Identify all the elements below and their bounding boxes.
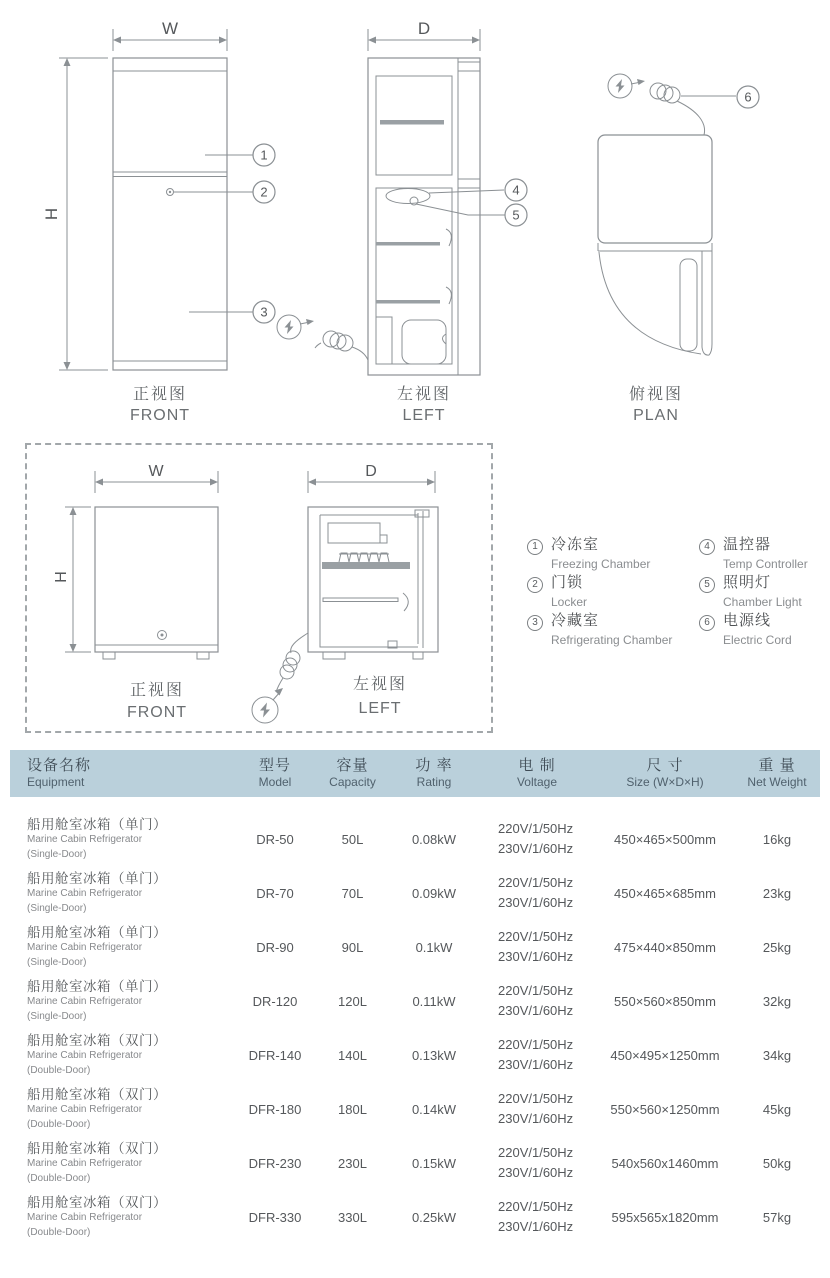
equipment-name-cn: 船用舱室冰箱（单门） <box>27 979 167 995</box>
left-view-label-en: LEFT <box>358 700 402 717</box>
front-view-label-en: FRONT <box>126 704 188 721</box>
legend-item <box>527 613 699 651</box>
equipment-name-cn: 船用舱室冰箱（双门） <box>27 1195 167 1211</box>
legend-label-cn: 温控器 <box>723 536 772 553</box>
equipment-name-en: Marine Cabin Refrigerator <box>27 833 143 845</box>
legend-label-cn: 门锁 <box>551 574 584 591</box>
equipment-name-en: Marine Cabin Refrigerator <box>27 1049 143 1061</box>
voltage-line1: 220V/1/50Hz <box>498 820 574 836</box>
equipment-name-en: Marine Cabin Refrigerator <box>27 1211 143 1223</box>
cell-rating: 0.11kW <box>412 993 456 1009</box>
legend-text <box>723 575 802 609</box>
voltage-line1: 220V/1/50Hz <box>498 1036 574 1052</box>
equipment-door-type: (Double-Door) <box>27 1227 91 1239</box>
left-view-label-cn: 左视图 <box>352 676 408 693</box>
equipment-name-cn: 船用舱室冰箱（双门） <box>27 1087 167 1103</box>
equipment-name-cn: 船用舱室冰箱（单门） <box>27 925 167 941</box>
ice-tray <box>339 553 389 562</box>
voltage-line1: 220V/1/50Hz <box>498 1090 574 1106</box>
voltage-line2: 230V/1/60Hz <box>498 841 574 856</box>
front-view-label-cn: 正视图 <box>132 386 188 403</box>
cell-equipment <box>10 1087 235 1131</box>
header-size <box>596 756 734 791</box>
door-lock <box>158 631 167 640</box>
cell-voltage <box>478 1197 596 1237</box>
equipment-name-en: Marine Cabin Refrigerator <box>27 941 143 953</box>
header-voltage-en: Voltage <box>516 775 558 790</box>
voltage-line2: 230V/1/60Hz <box>498 895 574 910</box>
double-door-drawings <box>0 0 830 435</box>
header-model-en: Model <box>258 775 292 790</box>
header-model-cn: 型号 <box>258 756 291 774</box>
cell-size: 450×495×1250mm <box>610 1047 720 1063</box>
legend-label-cn: 冷藏室 <box>551 612 600 629</box>
voltage-line1: 220V/1/50Hz <box>498 874 574 890</box>
table-row <box>10 1028 820 1082</box>
chamber-light <box>386 189 430 206</box>
legend-label-en: Locker <box>551 594 588 609</box>
callout-2-num: 2 <box>260 184 268 200</box>
plan-view-label-cn: 俯视图 <box>628 386 684 403</box>
cell-model: DFR-140 <box>248 1047 302 1063</box>
cell-capacity: 70L <box>341 885 364 901</box>
cell-rating: 0.09kW <box>411 885 457 901</box>
legend-text <box>723 537 808 571</box>
callout-5-num: 5 <box>512 207 520 223</box>
cell-size: 450×465×500mm <box>614 831 716 847</box>
legend-item <box>699 575 827 613</box>
voltage-line2: 230V/1/60Hz <box>498 1219 574 1234</box>
legend-item <box>699 537 827 575</box>
table-row <box>10 812 820 866</box>
cell-weight: 45kg <box>762 1101 792 1117</box>
open-door <box>680 251 712 355</box>
header-rating-en: Rating <box>416 775 452 790</box>
cell-size: 595x565x1820mm <box>611 1209 719 1225</box>
cell-model: DR-70 <box>256 885 294 901</box>
cell-model: DFR-230 <box>248 1155 302 1171</box>
cell-rating: 0.25kW <box>411 1209 457 1225</box>
cell-rating: 0.1kW <box>415 939 453 955</box>
cell-voltage <box>478 1143 596 1183</box>
equipment-name-en: Marine Cabin Refrigerator <box>27 1157 143 1169</box>
cell-equipment <box>10 1141 235 1185</box>
equipment-door-type: (Single-Door) <box>27 849 87 861</box>
dim-d-label: D <box>365 463 377 480</box>
power-cord-coil <box>276 633 308 692</box>
header-equipment-en: Equipment <box>27 775 85 790</box>
callout-1-num: 1 <box>260 147 268 163</box>
left-view-drawing <box>368 19 527 424</box>
cell-capacity: 120L <box>338 993 367 1009</box>
callout-4-num: 4 <box>512 182 520 198</box>
cell-model: DFR-330 <box>248 1209 302 1225</box>
cell-equipment <box>10 1195 235 1239</box>
legend-label-cn: 冷冻室 <box>551 536 600 553</box>
header-voltage-cn: 电 制 <box>518 756 556 774</box>
cell-weight: 57kg <box>762 1209 792 1225</box>
equipment-name-en: Marine Cabin Refrigerator <box>27 1103 143 1115</box>
plan-view-drawing <box>598 74 759 424</box>
table-header <box>10 750 820 797</box>
header-rating <box>390 756 478 791</box>
equipment-door-type: (Double-Door) <box>27 1065 91 1077</box>
cell-capacity: 50L <box>341 831 364 847</box>
equipment-name-cn: 船用舱室冰箱（双门） <box>27 1141 167 1157</box>
legend-number-icon: 5 <box>699 577 715 593</box>
cell-model: DR-90 <box>256 939 294 955</box>
legend-item <box>527 537 699 575</box>
cell-equipment <box>10 979 235 1023</box>
table-row <box>10 1082 820 1136</box>
table-row <box>10 866 820 920</box>
single-door-drawings <box>25 443 493 733</box>
legend-text <box>551 613 672 647</box>
legend-number-icon: 6 <box>699 615 715 631</box>
header-capacity-en: Capacity <box>329 775 376 790</box>
dim-d-label: D <box>417 19 431 38</box>
cell-model: DFR-180 <box>248 1101 302 1117</box>
header-rating-cn: 功 率 <box>415 756 453 774</box>
cell-weight: 50kg <box>762 1155 792 1171</box>
voltage-line1: 220V/1/50Hz <box>498 1144 574 1160</box>
power-plug-icon <box>277 315 314 339</box>
dim-h-label: H <box>53 571 70 583</box>
left-view-drawing-small <box>252 463 438 723</box>
equipment-name-en: Marine Cabin Refrigerator <box>27 887 143 899</box>
legend-label-en: Temp Controller <box>723 556 808 571</box>
cell-weight: 32kg <box>762 993 792 1009</box>
legend-number-icon: 4 <box>699 539 715 555</box>
header-weight-cn: 重 量 <box>758 756 796 774</box>
legend-label-en: Chamber Light <box>723 594 802 609</box>
legend-text <box>551 537 650 571</box>
front-view-drawing-small <box>53 463 218 721</box>
header-model <box>235 756 315 791</box>
table-row <box>10 1136 820 1190</box>
cell-size: 475×440×850mm <box>614 939 716 955</box>
front-view-drawing <box>42 19 368 424</box>
cell-voltage <box>478 1035 596 1075</box>
legend-text <box>723 613 792 647</box>
cell-voltage <box>478 927 596 967</box>
cell-capacity: 230L <box>338 1155 367 1171</box>
equipment-door-type: (Double-Door) <box>27 1119 91 1131</box>
equipment-door-type: (Double-Door) <box>27 1173 91 1185</box>
table-row <box>10 1190 820 1244</box>
equipment-door-type: (Single-Door) <box>27 957 87 969</box>
cell-weight: 23kg <box>762 885 792 901</box>
legend-label-cn: 电源线 <box>723 612 772 629</box>
voltage-line2: 230V/1/60Hz <box>498 949 574 964</box>
table-body <box>10 812 820 1244</box>
equipment-name-cn: 船用舱室冰箱（双门） <box>27 1033 167 1049</box>
voltage-line2: 230V/1/60Hz <box>498 1003 574 1018</box>
cell-model: DR-50 <box>256 831 294 847</box>
equipment-name-cn: 船用舱室冰箱（单门） <box>27 871 167 887</box>
power-plug-icon <box>608 74 645 98</box>
cell-capacity: 330L <box>338 1209 367 1225</box>
voltage-line2: 230V/1/60Hz <box>498 1165 574 1180</box>
equipment-door-type: (Single-Door) <box>27 903 87 915</box>
plan-view-label-en: PLAN <box>633 407 679 424</box>
cell-voltage <box>478 1089 596 1129</box>
cell-capacity: 180L <box>338 1101 367 1117</box>
cell-equipment <box>10 871 235 915</box>
cell-equipment <box>10 817 235 861</box>
cell-size: 550×560×850mm <box>614 993 716 1009</box>
cell-rating: 0.14kW <box>411 1101 457 1117</box>
front-view-label-en: FRONT <box>129 407 191 424</box>
dim-h-label: H <box>42 207 61 221</box>
cell-rating: 0.15kW <box>411 1155 457 1171</box>
header-capacity <box>315 756 390 791</box>
header-size-cn: 尺 寸 <box>646 756 684 774</box>
cell-weight: 34kg <box>762 1047 792 1063</box>
equipment-name-en: Marine Cabin Refrigerator <box>27 995 143 1007</box>
table-row <box>10 974 820 1028</box>
voltage-line2: 230V/1/60Hz <box>498 1057 574 1072</box>
cell-weight: 25kg <box>762 939 792 955</box>
left-view-label-en: LEFT <box>402 407 446 424</box>
legend-number-icon: 1 <box>527 539 543 555</box>
legend-label-en: Refrigerating Chamber <box>551 632 673 647</box>
header-size-en: Size (W×D×H) <box>626 775 704 790</box>
legend-number-icon: 3 <box>527 615 543 631</box>
table-row <box>10 920 820 974</box>
voltage-line1: 220V/1/50Hz <box>498 982 574 998</box>
dim-w-label: W <box>161 19 179 38</box>
cell-rating: 0.08kW <box>411 831 457 847</box>
legend-label-en: Freezing Chamber <box>551 556 651 571</box>
header-weight-en: Net Weight <box>747 775 807 790</box>
cell-capacity: 140L <box>338 1047 367 1063</box>
cell-size: 540x560x1460mm <box>611 1155 719 1171</box>
callout-6-num: 6 <box>744 89 752 105</box>
door-lock <box>167 189 174 196</box>
header-voltage <box>478 756 596 791</box>
equipment-name-cn: 船用舱室冰箱（单门） <box>27 817 167 833</box>
cell-weight: 16kg <box>762 831 792 847</box>
voltage-line1: 220V/1/50Hz <box>498 928 574 944</box>
equipment-door-type: (Single-Door) <box>27 1011 87 1023</box>
cell-voltage <box>478 819 596 859</box>
power-cord-coil <box>315 331 368 360</box>
dim-w-label: W <box>148 463 164 480</box>
header-capacity-cn: 容量 <box>336 756 369 774</box>
legend-number-icon: 2 <box>527 577 543 593</box>
cell-equipment <box>10 1033 235 1077</box>
legend-item <box>527 575 699 613</box>
cell-size: 550×560×1250mm <box>610 1101 720 1117</box>
power-plug-icon <box>252 688 283 723</box>
header-equipment <box>10 756 235 791</box>
legend-item <box>699 613 827 651</box>
cell-voltage <box>478 981 596 1021</box>
compressor <box>376 317 446 364</box>
cell-voltage <box>478 873 596 913</box>
cell-rating: 0.13kW <box>411 1047 457 1063</box>
cell-size: 450×465×685mm <box>614 885 716 901</box>
legend-label-en: Electric Cord <box>723 632 792 647</box>
power-cord-coil <box>650 83 705 135</box>
header-weight <box>734 756 820 791</box>
voltage-line2: 230V/1/60Hz <box>498 1111 574 1126</box>
callout-3-num: 3 <box>260 304 268 320</box>
parts-legend <box>527 537 827 651</box>
cell-capacity: 90L <box>341 939 364 955</box>
cell-model: DR-120 <box>252 993 298 1009</box>
front-view-label-cn: 正视图 <box>129 682 185 699</box>
legend-label-cn: 照明灯 <box>723 574 772 591</box>
header-equipment-cn: 设备名称 <box>27 756 92 774</box>
cell-equipment <box>10 925 235 969</box>
voltage-line1: 220V/1/50Hz <box>498 1198 574 1214</box>
legend-text <box>551 575 587 609</box>
left-view-label-cn: 左视图 <box>396 386 452 403</box>
